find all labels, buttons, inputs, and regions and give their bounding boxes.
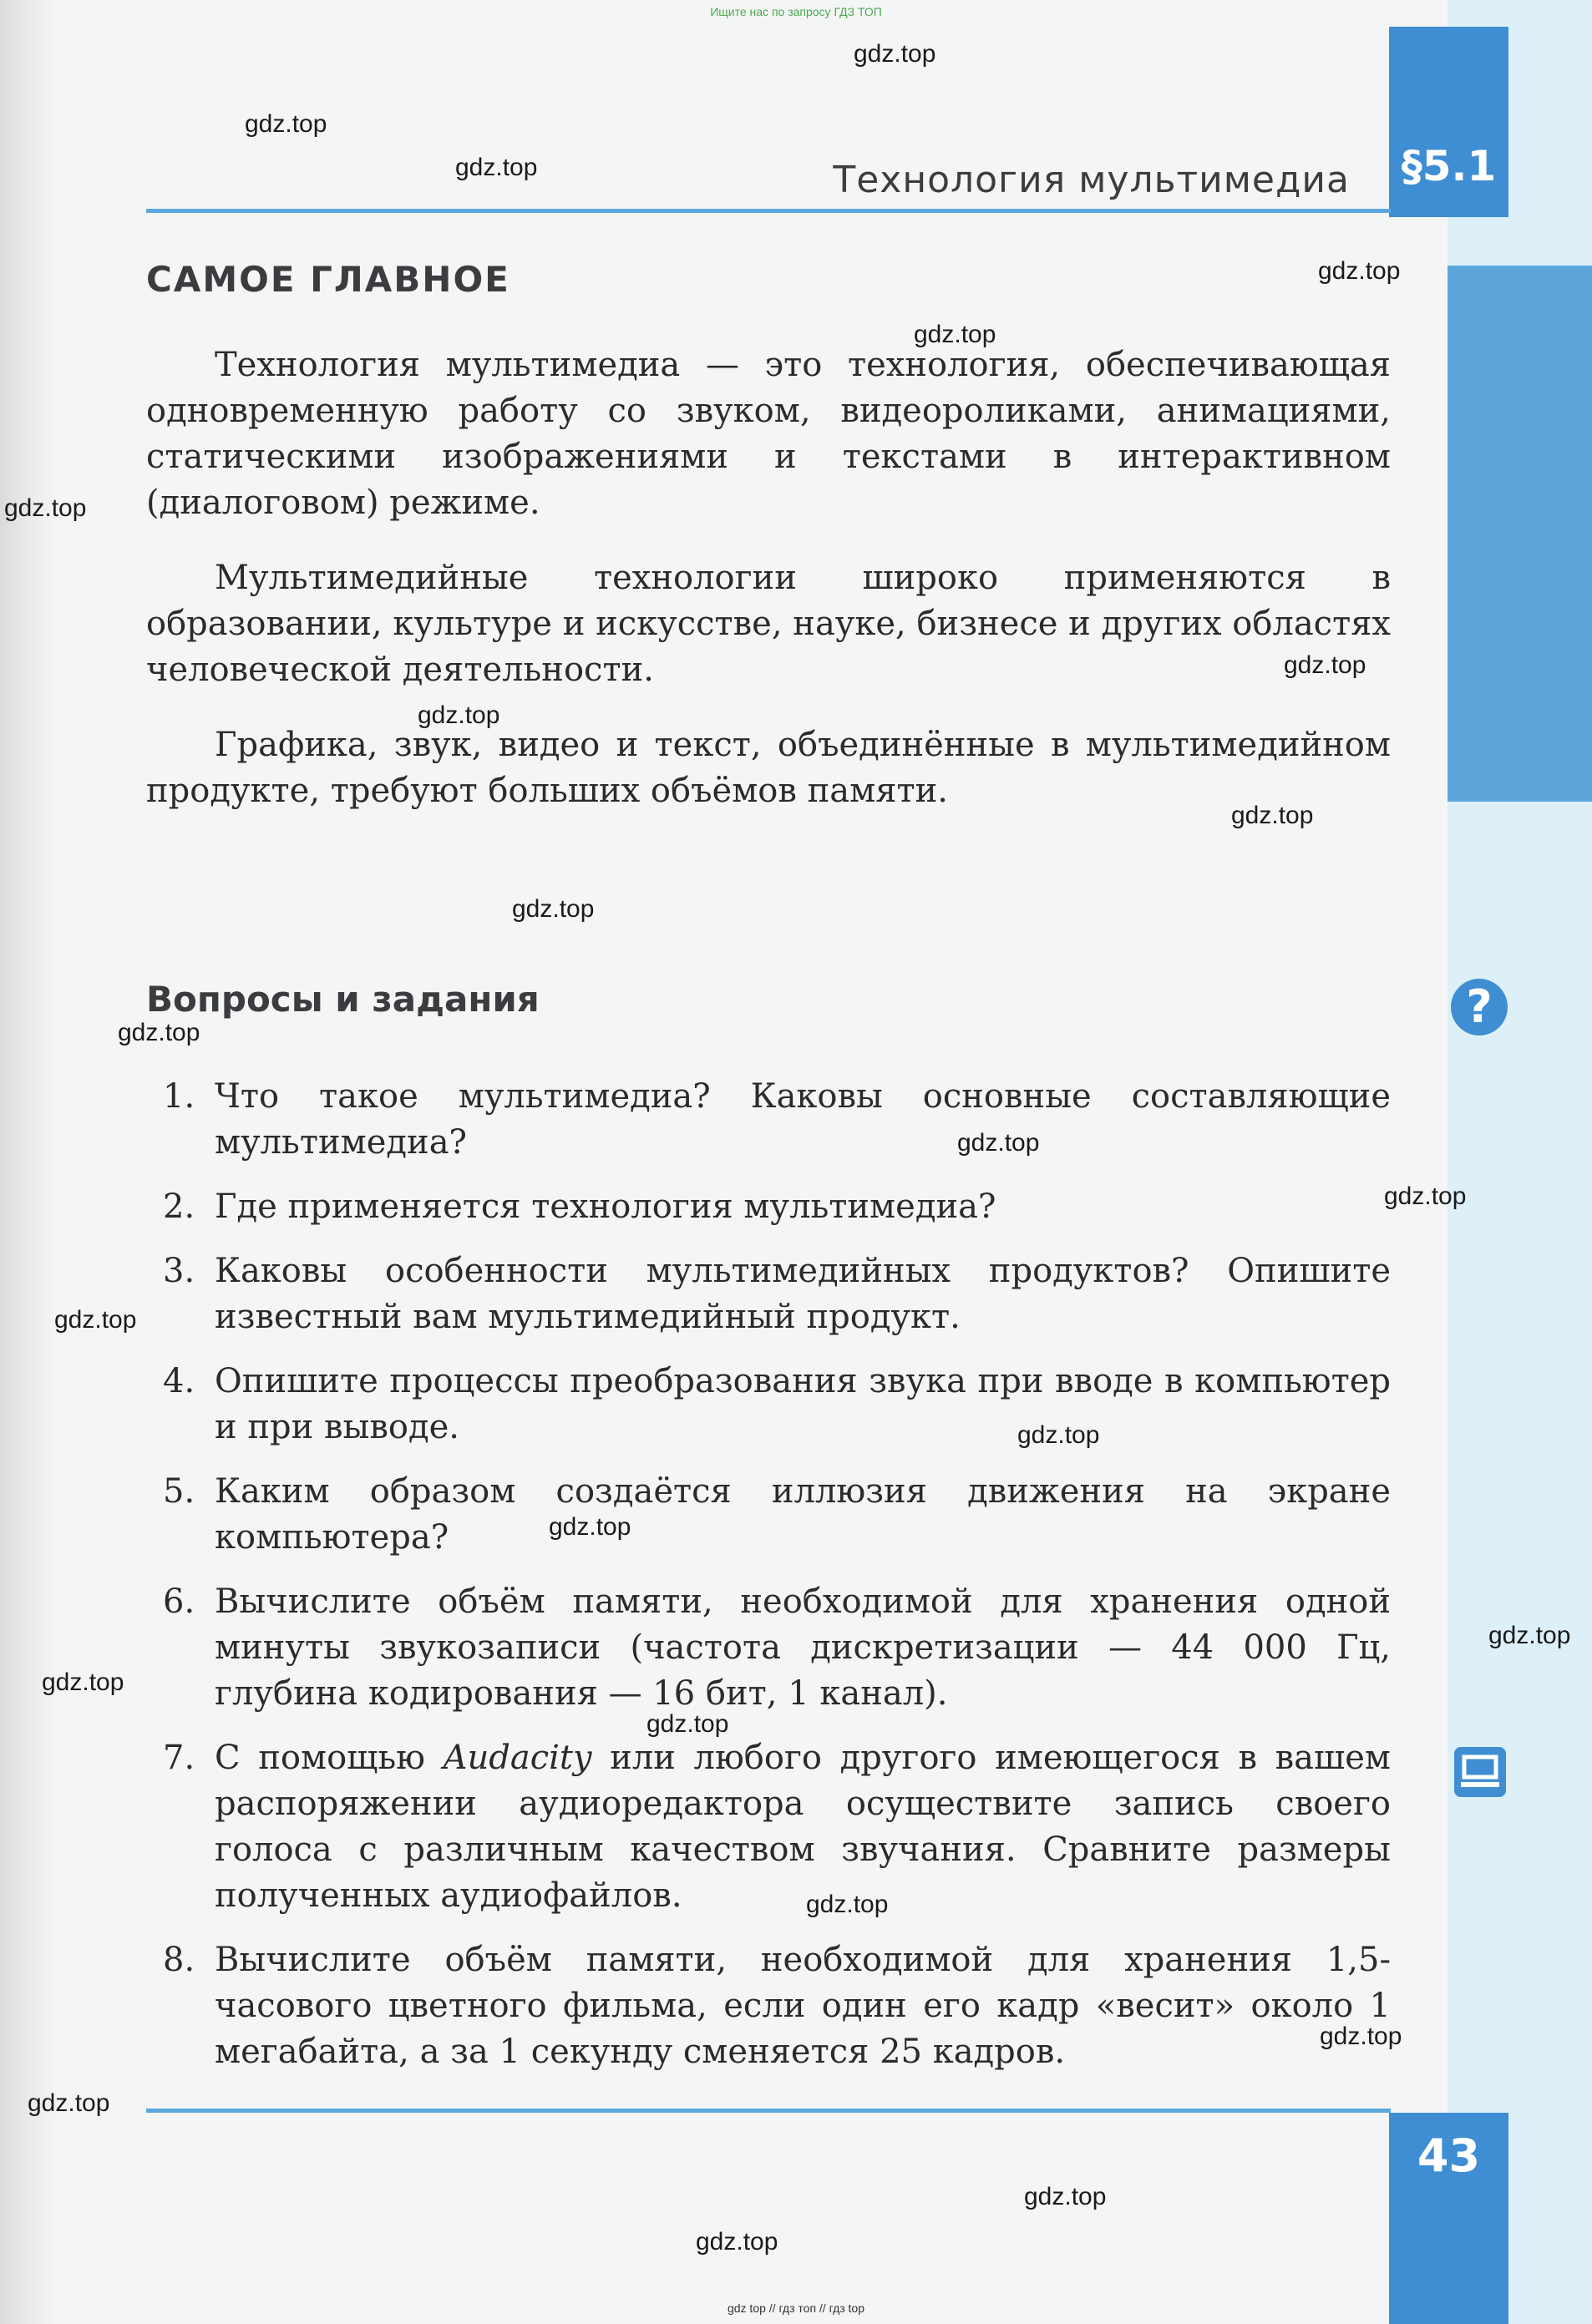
watermark: gdz.top [512,895,595,923]
question-item [163,1735,1391,1919]
software-name: Audacity [443,1739,592,1777]
watermark: gdz.top [806,1891,889,1918]
watermark: gdz.top [1024,2183,1107,2210]
question-text: Опишите процессы преобразования звука при вводе в компьютер и при выводе. [215,1362,1391,1446]
question-number: 4. [163,1362,195,1400]
question-item [163,1359,1391,1451]
running-title: Технология мультимедиа [833,159,1350,201]
question-text [215,1735,1391,1919]
watermark: gdz.top [1488,1622,1571,1649]
watermark: gdz.top [854,40,936,68]
question-number: 2. [163,1187,195,1226]
watermark: gdz.top [118,1019,200,1046]
watermark: gdz.top [1284,651,1366,679]
question-number: 7. [163,1739,195,1777]
header-rule [146,209,1391,213]
question-text-part: или любого другого имеющегося в вашем распоряжении аудиоредактора осуществите запись своего голоса с различным качеством звучания. Сравните размеры полученных аудиофайлов. [215,1739,1392,1915]
question-text: Вычислите объём памяти, необходимой для хранения 1,5-часового цветного фильма, если один его кадр «весит» около 1 мегабайта, а за 1 секунду сменяется 25 кадров. [215,1941,1391,2071]
question-text-part: С помощью [215,1739,444,1777]
question-item [163,1184,1391,1230]
question-item [163,1074,1391,1166]
page-number: 43 [1417,2129,1481,2182]
watermark: gdz.top [42,1668,124,1696]
computer-icon [1451,1745,1509,1799]
questions-heading: Вопросы и задания [146,979,540,1020]
watermark: gdz.top [1320,2023,1402,2050]
question-text: Каким образом создаётся иллюзия движения на экране компьютера? [215,1472,1391,1557]
watermark: gdz.top [1017,1421,1100,1449]
question-text: Вычислите объём памяти, необходимой для хранения одной минуты звукозаписи (частота дискретизации — 44 000 Гц, глубина кодирования — 16 бит, 1 канал). [215,1582,1391,1713]
summary-paragraph-2: Мультимедийные технологии широко применяются в образовании, культуре и искусстве, науке, бизнесе и других областях человеческой деятельности. [146,559,1391,689]
watermark: gdz.top [957,1129,1040,1157]
question-text: Где применяется технология мультимедиа? [215,1187,996,1226]
watermark: gdz.top [914,321,996,348]
question-text: Что такое мультимедиа? Каковы основные составляющие мультимедиа? [215,1077,1391,1162]
question-item [163,1937,1391,2075]
question-text: Каковы особенности мультимедийных продуктов? Опишите известный вам мультимедийный продукт. [215,1252,1391,1336]
question-item [163,1248,1391,1340]
question-icon: ? [1451,979,1508,1035]
watermark: gdz.top [54,1306,137,1334]
watermark: gdz.top [549,1513,631,1541]
question-item [163,1469,1391,1561]
question-number: 6. [163,1582,195,1621]
question-number: 5. [163,1472,195,1511]
side-band-accent [1448,266,1592,802]
watermark: gdz.top [455,154,538,181]
watermark: gdz.top [418,701,500,729]
watermark: gdz.top [28,2089,110,2117]
page-gutter-shadow [0,0,58,2324]
question-number: 8. [163,1941,195,1979]
question-item [163,1579,1391,1717]
footer-rule [146,2109,1391,2113]
section-number: §5.1 [1401,142,1497,190]
top-note: Ищите нас по запросу ГДЗ ТОП [710,5,882,18]
summary-paragraph-3: Графика, звук, видео и текст, объединённые в мультимедийном продукте, требуют больших объёмов памяти. [146,726,1391,810]
question-number: 3. [163,1252,195,1290]
watermark: gdz.top [1318,257,1401,285]
watermark: gdz.top [4,494,87,522]
summary-heading: САМОЕ ГЛАВНОЕ [146,259,510,300]
summary-paragraph-1: Технология мультимедиа — это технология, обеспечивающая одновременную работу со звуком, видеороликами, анимациями, статическими изображениями и текстами в интерактивном (диалоговом) режиме. [146,346,1391,522]
watermark: gdz.top [1384,1182,1467,1210]
question-number: 1. [163,1077,195,1116]
watermark: gdz.top [696,2228,778,2256]
bottom-note: gdz top // гдз топ // гдз top [727,2301,865,2315]
watermark: gdz.top [245,110,327,138]
questions-list [163,1074,1391,2094]
watermark: gdz.top [646,1710,729,1738]
watermark: gdz.top [1231,802,1314,829]
